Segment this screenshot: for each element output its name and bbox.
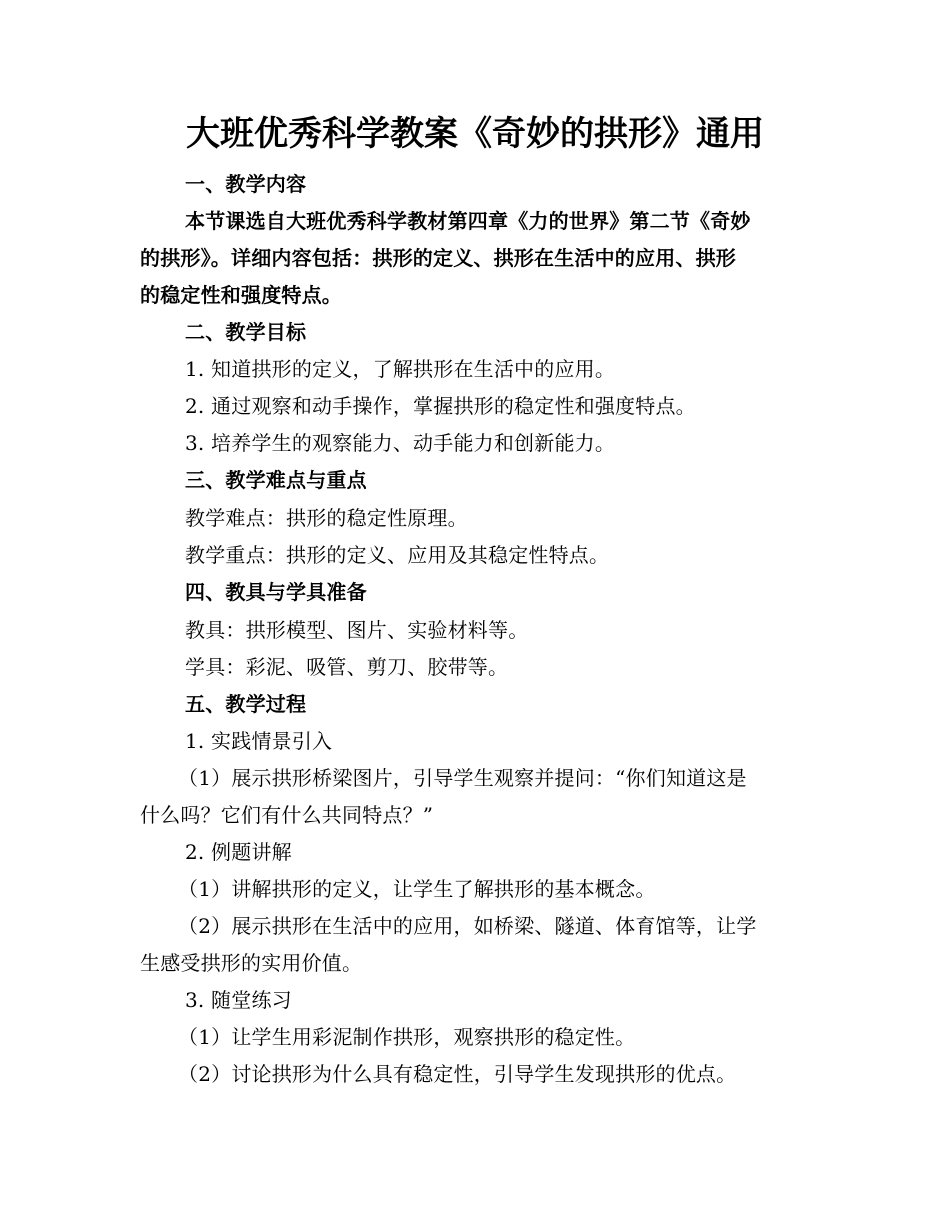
section-heading-process: 五、教学过程: [185, 692, 307, 716]
paragraph-line: 教学难点：拱形的稳定性原理。: [185, 506, 468, 530]
section-heading-difficulties: 三、教学难点与重点: [185, 468, 367, 492]
section-heading-content: 一、教学内容: [185, 172, 307, 196]
paragraph-line: 什么吗？它们有什么共同特点？”: [140, 803, 434, 827]
paragraph-line: （1）展示拱形桥梁图片，引导学生观察并提问：“你们知道这是: [178, 766, 747, 790]
paragraph-line: 的稳定性和强度特点。: [140, 283, 342, 307]
paragraph-line: （2）展示拱形在生活中的应用，如桥梁、隧道、体育馆等，让学: [178, 914, 757, 938]
paragraph-line: 教学重点：拱形的定义、应用及其稳定性特点。: [185, 543, 610, 567]
list-item: 2. 例题讲解: [185, 840, 292, 864]
list-item: 2. 通过观察和动手操作，掌握拱形的稳定性和强度特点。: [185, 394, 696, 418]
list-item: 3. 随堂练习: [185, 988, 292, 1012]
paragraph-line: 的拱形》。详细内容包括：拱形的定义、拱形在生活中的应用、拱形: [140, 246, 736, 270]
section-heading-objectives: 二、教学目标: [185, 320, 307, 344]
paragraph-line: （1）讲解拱形的定义，让学生了解拱形的基本概念。: [178, 877, 656, 901]
list-item: 3. 培养学生的观察能力、动手能力和创新能力。: [185, 431, 616, 455]
paragraph-line: 学具：彩泥、吸管、剪刀、胶带等。: [185, 655, 509, 679]
paragraph-line: （1）让学生用彩泥制作拱形，观察拱形的稳定性。: [178, 1025, 636, 1049]
paragraph-line: （2）讨论拱形为什么具有稳定性，引导学生发现拱形的优点。: [178, 1062, 737, 1086]
document-title: 大班优秀科学教案《奇妙的拱形》通用: [186, 114, 764, 154]
paragraph-line: 生感受拱形的实用价值。: [140, 951, 363, 975]
list-item: 1. 实践情景引入: [185, 729, 333, 753]
paragraph-line: 教具：拱形模型、图片、实验材料等。: [185, 618, 529, 642]
paragraph-line: 本节课选自大班优秀科学教材第四章《力的世界》第二节《奇妙: [185, 209, 751, 233]
list-item: 1. 知道拱形的定义，了解拱形在生活中的应用。: [185, 357, 616, 381]
section-heading-materials: 四、教具与学具准备: [185, 580, 367, 604]
